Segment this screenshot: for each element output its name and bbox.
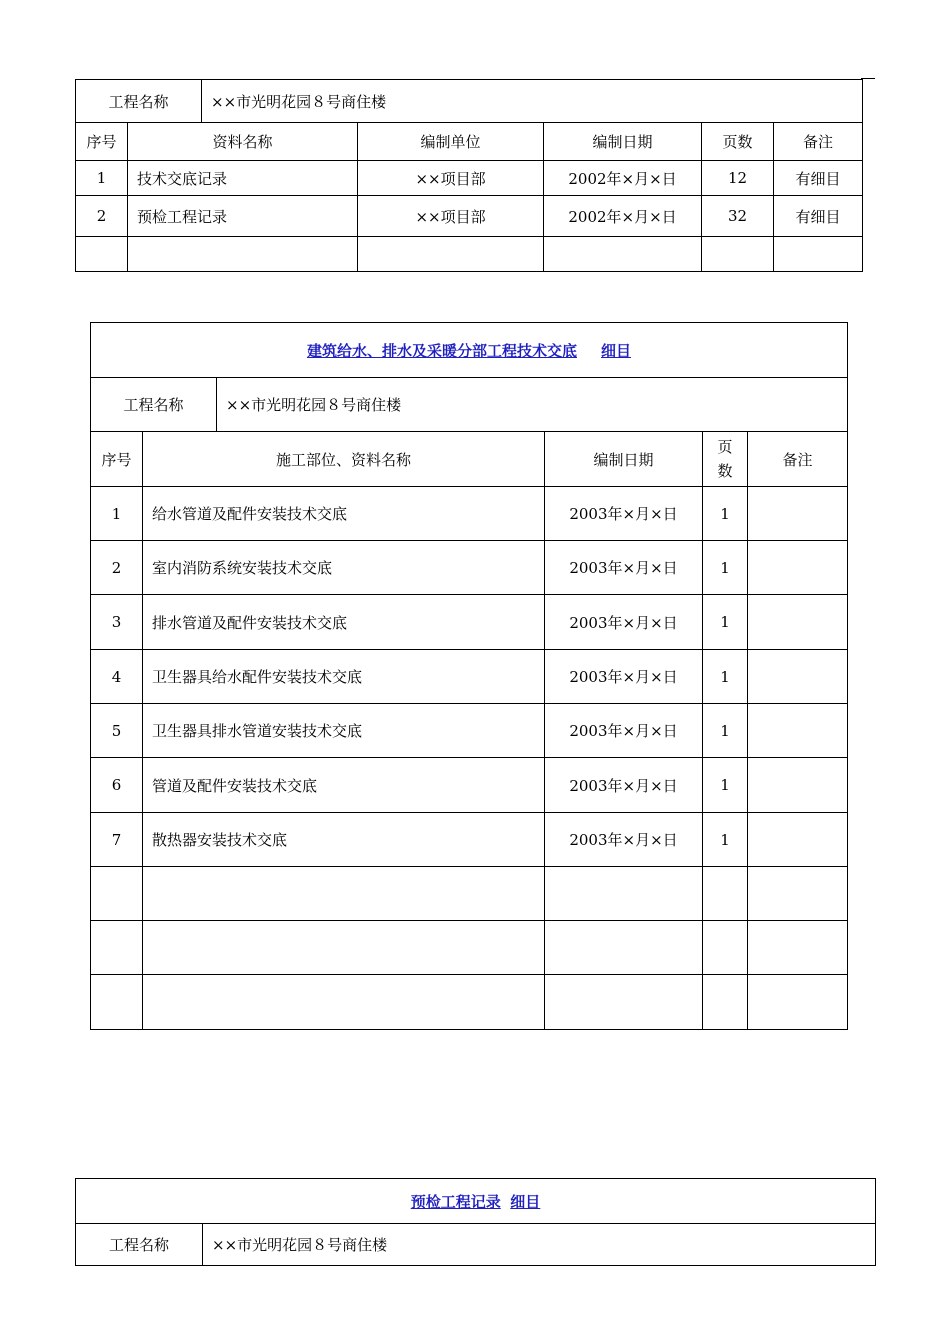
cell-remark [748, 704, 848, 758]
cell-pages: 1 [703, 541, 748, 595]
header-date: 编制日期 [544, 123, 702, 161]
cell-remark: 有细目 [774, 161, 863, 196]
empty-row [91, 975, 848, 1030]
cell-unit: ××项目部 [358, 161, 544, 196]
project-name-value: ××市光明花园８号商住楼 [217, 378, 848, 432]
cell-pages: 1 [703, 650, 748, 704]
cell-seq: 7 [91, 813, 143, 867]
table-row [76, 196, 863, 237]
cell-date: 2003年×月×日 [545, 650, 703, 704]
cell-doc-name: 排水管道及配件安装技术交底 [143, 595, 545, 650]
cell-pages: 1 [703, 758, 748, 813]
header-remark: 备注 [774, 123, 863, 161]
table-row [91, 541, 848, 595]
cell-pages: 1 [703, 487, 748, 541]
cell-doc-name: 卫生器具排水管道安装技术交底 [143, 704, 545, 758]
cell-remark [748, 541, 848, 595]
header-doc-name: 施工部位、资料名称 [143, 432, 545, 487]
project-name-value: ××市光明花园８号商住楼 [203, 1224, 876, 1266]
title-suffix-link[interactable]: 细目 [601, 341, 632, 360]
project-name-label: 工程名称 [76, 80, 202, 123]
cell-seq: 4 [91, 650, 143, 704]
table-row [91, 704, 848, 758]
cell-doc-name: 卫生器具给水配件安装技术交底 [143, 650, 545, 704]
header-row [76, 123, 863, 161]
project-row [91, 378, 848, 432]
header-remark: 备注 [748, 432, 848, 487]
cell-remark [748, 758, 848, 813]
title-main-link[interactable]: 预检工程记录 [410, 1192, 501, 1211]
cell-seq: 6 [91, 758, 143, 813]
title-row [76, 1179, 876, 1224]
cell-seq: 5 [91, 704, 143, 758]
cell-doc-name: 管道及配件安装技术交底 [143, 758, 545, 813]
project-name-label: 工程名称 [76, 1224, 203, 1266]
header-row [91, 432, 848, 487]
project-name-label: 工程名称 [91, 378, 217, 432]
cell-doc-name: 技术交底记录 [128, 161, 358, 196]
cell-remark [748, 487, 848, 541]
table-row [91, 595, 848, 650]
cell-pages: 12 [702, 161, 774, 196]
cell-remark [748, 813, 848, 867]
project-row [76, 1224, 876, 1266]
cell-date: 2002年×月×日 [544, 196, 702, 237]
project-name-value: ××市光明花园８号商住楼 [202, 80, 863, 123]
cell-date: 2003年×月×日 [545, 813, 703, 867]
title-suffix-link[interactable]: 细目 [510, 1192, 541, 1211]
header-doc-name: 资料名称 [128, 123, 358, 161]
cell-seq: 2 [76, 196, 128, 237]
detail-table-plumbing [90, 322, 848, 1030]
index-table [75, 79, 863, 272]
cell-remark [748, 650, 848, 704]
cell-pages: 1 [703, 704, 748, 758]
table-row [91, 758, 848, 813]
cell-remark: 有细目 [774, 196, 863, 237]
header-seq: 序号 [76, 123, 128, 161]
cell-doc-name: 给水管道及配件安装技术交底 [143, 487, 545, 541]
table-row [91, 650, 848, 704]
cell-seq: 1 [91, 487, 143, 541]
header-seq: 序号 [91, 432, 143, 487]
project-row [76, 80, 863, 123]
cell-unit: ××项目部 [358, 196, 544, 237]
cell-pages: 1 [703, 813, 748, 867]
header-unit: 编制单位 [358, 123, 544, 161]
cell-date: 2003年×月×日 [545, 595, 703, 650]
cell-date: 2003年×月×日 [545, 541, 703, 595]
title-main-link[interactable]: 建筑给水、排水及采暖分部工程技术交底 [306, 341, 577, 360]
cell-doc-name: 散热器安装技术交底 [143, 813, 545, 867]
detail-table-precheck [75, 1178, 876, 1266]
cell-date: 2003年×月×日 [545, 704, 703, 758]
cell-pages: 1 [703, 595, 748, 650]
corner-line [861, 78, 875, 79]
cell-doc-name: 室内消防系统安装技术交底 [143, 541, 545, 595]
cell-date: 2002年×月×日 [544, 161, 702, 196]
header-date: 编制日期 [545, 432, 703, 487]
header-pages: 页 数 [703, 432, 748, 487]
cell-date: 2003年×月×日 [545, 758, 703, 813]
cell-seq: 3 [91, 595, 143, 650]
cell-seq: 1 [76, 161, 128, 196]
title-row [91, 323, 848, 378]
cell-pages: 32 [702, 196, 774, 237]
header-pages: 页数 [702, 123, 774, 161]
detail-title [91, 323, 848, 378]
detail-title [76, 1179, 876, 1224]
table-row [76, 161, 863, 196]
table-row [91, 487, 848, 541]
cell-remark [748, 595, 848, 650]
empty-row [76, 237, 863, 272]
cell-date: 2003年×月×日 [545, 487, 703, 541]
empty-row [91, 867, 848, 921]
empty-row [91, 921, 848, 975]
table-row [91, 813, 848, 867]
cell-seq: 2 [91, 541, 143, 595]
cell-doc-name: 预检工程记录 [128, 196, 358, 237]
